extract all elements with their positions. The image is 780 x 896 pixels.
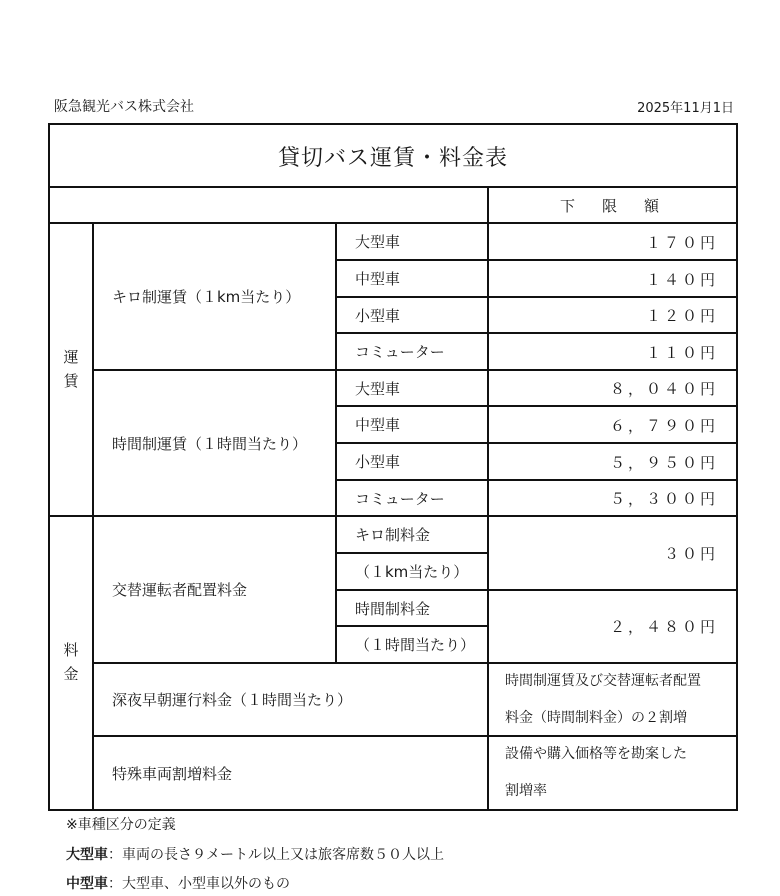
- vehicle-definition-title: ※車種区分の定義: [66, 817, 176, 833]
- relief-time-unit: （１時間当たり）: [355, 636, 476, 654]
- time-fare-price: ６，７９０円: [609, 417, 718, 435]
- time-fare-price: ８，０４０円: [609, 380, 718, 398]
- medium-vehicle-definition: [66, 873, 290, 893]
- relief-time-price: ２，４８０円: [609, 618, 718, 636]
- time-fare-vehicle: 大型車: [355, 379, 401, 398]
- time-fare-vehicle: 中型車: [355, 416, 401, 434]
- km-fare-vehicle: 大型車: [355, 233, 401, 251]
- issue-date: 2025年11月1日: [637, 101, 734, 116]
- relief-km-label: キロ制料金: [355, 526, 431, 544]
- fare-group-label: [50, 345, 92, 393]
- special-vehicle-label: 特殊車両割増料金: [112, 764, 233, 783]
- late-night-label: 深夜早朝運行料金（１時間当たり）: [112, 691, 353, 709]
- special-vehicle-note-2: 割増率: [505, 783, 547, 799]
- relief-driver-label: 交替運転者配置料金: [112, 581, 248, 599]
- km-fare-vehicle: 中型車: [355, 270, 401, 288]
- large-vehicle-definition: [66, 844, 444, 864]
- medium-vehicle-text: ：大型車、小型車以外のもの: [108, 876, 290, 892]
- relief-km-price: ３０円: [663, 545, 718, 563]
- time-fare-vehicle: 小型車: [355, 453, 401, 471]
- charge-group-label: [50, 638, 92, 686]
- large-vehicle-text: ：車両の長さ９メートル以上又は旅客席数５０人以上: [108, 847, 444, 863]
- large-vehicle-term: 大型車: [66, 847, 108, 863]
- company-name: 阪急観光バス株式会社: [54, 99, 194, 115]
- km-fare-price: １２０円: [645, 307, 718, 325]
- late-night-note-2: 料金（時間制料金）の２割増: [505, 710, 687, 726]
- medium-vehicle-term: 中型車: [66, 876, 108, 892]
- km-fare-vehicle: コミューター: [355, 343, 445, 361]
- table-title: 貸切バス運賃・料金表: [277, 145, 508, 171]
- km-fare-label: キロ制運賃（１km当たり）: [112, 288, 301, 306]
- late-night-note-1: 時間制運賃及び交替運転者配置: [505, 673, 701, 689]
- time-fare-vehicle: コミューター: [355, 489, 445, 508]
- km-fare-vehicle: 小型車: [355, 306, 401, 325]
- charge-group-text: 料金: [63, 641, 79, 683]
- special-vehicle-note-1: 設備や購入価格等を勘案した: [505, 746, 687, 762]
- time-fare-price: ５，３００円: [609, 490, 718, 508]
- lower-limit-header: 下 限 額: [559, 196, 665, 215]
- time-fare-price: ５，９５０円: [609, 454, 718, 472]
- time-fare-label: 時間制運賃（１時間当たり）: [112, 434, 308, 453]
- km-fare-price: １４０円: [645, 271, 718, 289]
- fare-group-text: 運賃: [63, 348, 79, 390]
- km-fare-price: １７０円: [645, 234, 718, 252]
- relief-km-unit: （１km当たり）: [355, 563, 469, 581]
- km-fare-price: １１０円: [645, 344, 718, 362]
- relief-time-label: 時間制料金: [355, 599, 431, 618]
